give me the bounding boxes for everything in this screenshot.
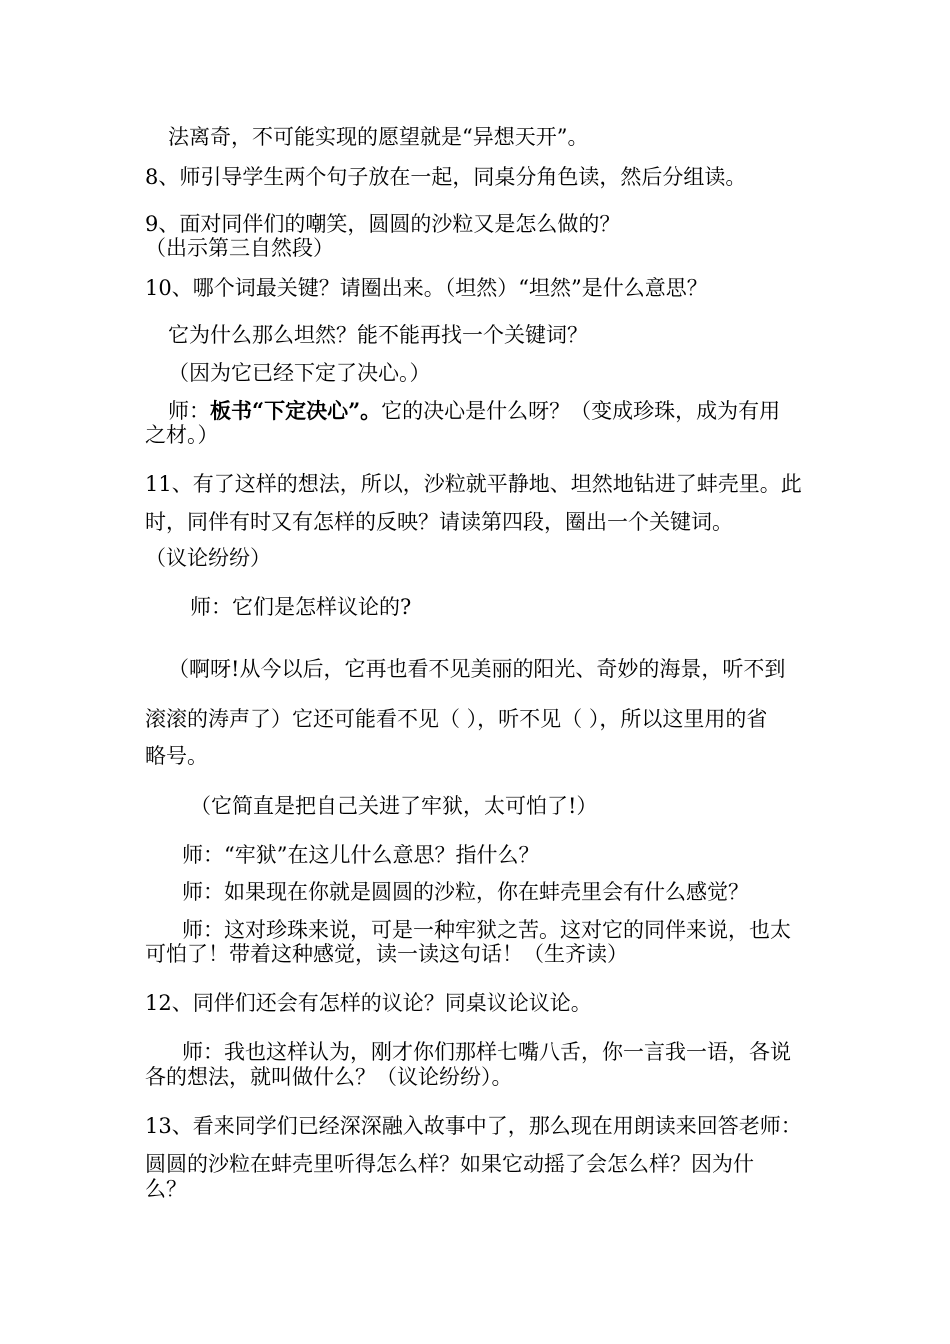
text-line: （啊呀!从今以后，它再也看不见美丽的阳光、奇妙的海景，听不到 (168, 657, 786, 681)
text-line: 它为什么那么坦然？能不能再找一个关键词？ (168, 323, 588, 347)
text-line: （议论纷纷） (145, 546, 271, 570)
text-line: （它简直是把自己关进了牢狱，太可怕了!） (190, 794, 598, 818)
text-line: 法离奇，不可能实现的愿望就是“异想天开”。 (168, 125, 589, 149)
text-line: 师：这对珍珠来说，可是一种牢狱之苦。这对它的同伴来说，也太 (182, 918, 791, 942)
text-line: （因为它已经下定了决心。） (168, 361, 431, 385)
text-line: 10、哪个词最关键？请圈出来。（坦然）“坦然”是什么意思？ (145, 276, 708, 300)
text-line: 时，同伴有时又有怎样的反映？请读第四段，圈出一个关键词。 (145, 510, 733, 534)
text-segment: 它的决心是什么呀？（变成珍珠，成为有用 (381, 399, 781, 423)
text-line: 13、看来同学们已经深深融入故事中了，那么现在用朗读来回答老师： (145, 1114, 802, 1138)
board-note: 板书“下定决心”。 (210, 398, 382, 423)
text-line: 圆圆的沙粒在蚌壳里听得怎么样？如果它动摇了会怎么样？因为什 (145, 1152, 754, 1176)
text-line: 9、面对同伴们的嘲笑，圆圆的沙粒又是怎么做的？ (145, 212, 621, 236)
text-line: （出示第三自然段） (145, 236, 334, 260)
text-line: 么？ (145, 1177, 187, 1201)
text-line: 师：它们是怎样议论的? (190, 595, 412, 619)
text-line: 滚滚的涛声了）它还可能看不见（ ），听不见（ ），所以这里用的省 (145, 707, 768, 731)
text-line (168, 397, 780, 425)
text-line: 8、师引导学生两个句子放在一起，同桌分角色读，然后分组读。 (145, 165, 747, 189)
text-line: 之材。） (145, 423, 219, 447)
text-line: 师：如果现在你就是圆圆的沙粒，你在蚌壳里会有什么感觉？ (182, 880, 749, 904)
text-line: 12、同伴们还会有怎样的议论？同桌议论议论。 (145, 991, 592, 1015)
text-line: 师：“牢狱”在这儿什么意思？指什么？ (182, 843, 540, 867)
teacher-prefix: 师： (168, 399, 210, 423)
text-line: 11、有了这样的想法，所以，沙粒就平静地、坦然地钻进了蚌壳里。此 (145, 472, 802, 496)
text-line: 各的想法，就叫做什么？（议论纷纷）。 (145, 1065, 513, 1089)
text-line: 略号。 (145, 744, 208, 768)
text-line: 师：我也这样认为，刚才你们那样七嘴八舌，你一言我一语，各说 (182, 1040, 791, 1064)
text-line: 可怕了！带着这种感觉，读一读这句话！（生齐读） (145, 942, 628, 966)
